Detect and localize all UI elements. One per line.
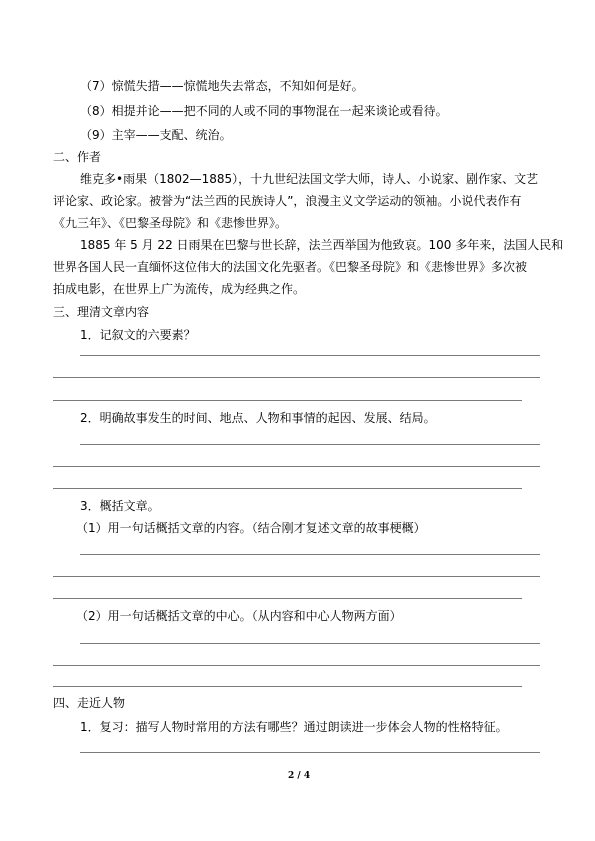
author-paragraph-1-line-2: 评论家、政论家。被誉为“法兰西的民族诗人”，浪漫主义文学运动的领袖。小说代表作有	[53, 194, 522, 208]
vocab-item-9: （9）主宰——支配、统治。	[80, 128, 232, 142]
answer-line[interactable]	[53, 400, 522, 401]
question-summarize-theme: （2）用一句话概括文章的中心。（从内容和中心人物两方面）	[76, 609, 402, 623]
vocab-item-7: （7）惊慌失措——惊慌地失去常态，不知如何是好。	[80, 79, 364, 93]
answer-line[interactable]	[80, 444, 540, 445]
author-paragraph-2-line-2: 世界各国人民一直缅怀这位伟大的法国文化先驱者。《巴黎圣母院》和《悲惨世界》多次被	[53, 260, 528, 274]
author-paragraph-2-line-1: 1885 年 5 月 22 日雨果在巴黎与世长辞，法兰西举国为他致哀。100 多年来，法国人民和	[80, 238, 564, 252]
question-summarize: 3．概括文章。	[80, 499, 160, 513]
answer-line[interactable]	[53, 686, 522, 687]
question-summarize-content: （1）用一句话概括文章的内容。（结合刚才复述文章的故事梗概）	[76, 521, 426, 535]
answer-line[interactable]	[80, 643, 540, 644]
question-story-elements: 2．明确故事发生的时间、地点、人物和事情的起因、发展、结局。	[80, 411, 436, 425]
answer-line[interactable]	[53, 576, 540, 577]
section-heading-characters: 四、走近人物	[53, 696, 126, 710]
answer-line[interactable]	[53, 488, 522, 489]
vocab-item-8: （8）相提并论——把不同的人或不同的事物混在一起来谈论或看待。	[80, 104, 448, 118]
answer-line[interactable]	[53, 377, 540, 378]
answer-line[interactable]	[53, 665, 540, 666]
author-paragraph-1-line-3: 《九三年》、《巴黎圣母院》和《悲惨世界》。	[53, 216, 288, 230]
answer-line[interactable]	[80, 554, 540, 555]
question-six-elements: 1．记叙文的六要素？	[80, 328, 196, 342]
section-heading-content: 三、理清文章内容	[53, 305, 150, 319]
answer-line[interactable]	[80, 355, 540, 356]
question-character-methods: 1．复习：描写人物时常用的方法有哪些？通过朗读进一步体会人物的性格特征。	[80, 720, 508, 734]
answer-line[interactable]	[53, 598, 522, 599]
answer-line[interactable]	[80, 752, 540, 753]
author-paragraph-2-line-3: 拍成电影，在世界上广为流传，成为经典之作。	[53, 282, 306, 296]
answer-line[interactable]	[53, 466, 540, 467]
author-paragraph-1-line-1: 维克多•雨果（1802—1885），十九世纪法国文学大师，诗人、小说家、剧作家、文艺	[80, 172, 539, 186]
page-number: 2 / 4	[288, 771, 311, 781]
section-heading-author: 二、作者	[53, 150, 102, 164]
